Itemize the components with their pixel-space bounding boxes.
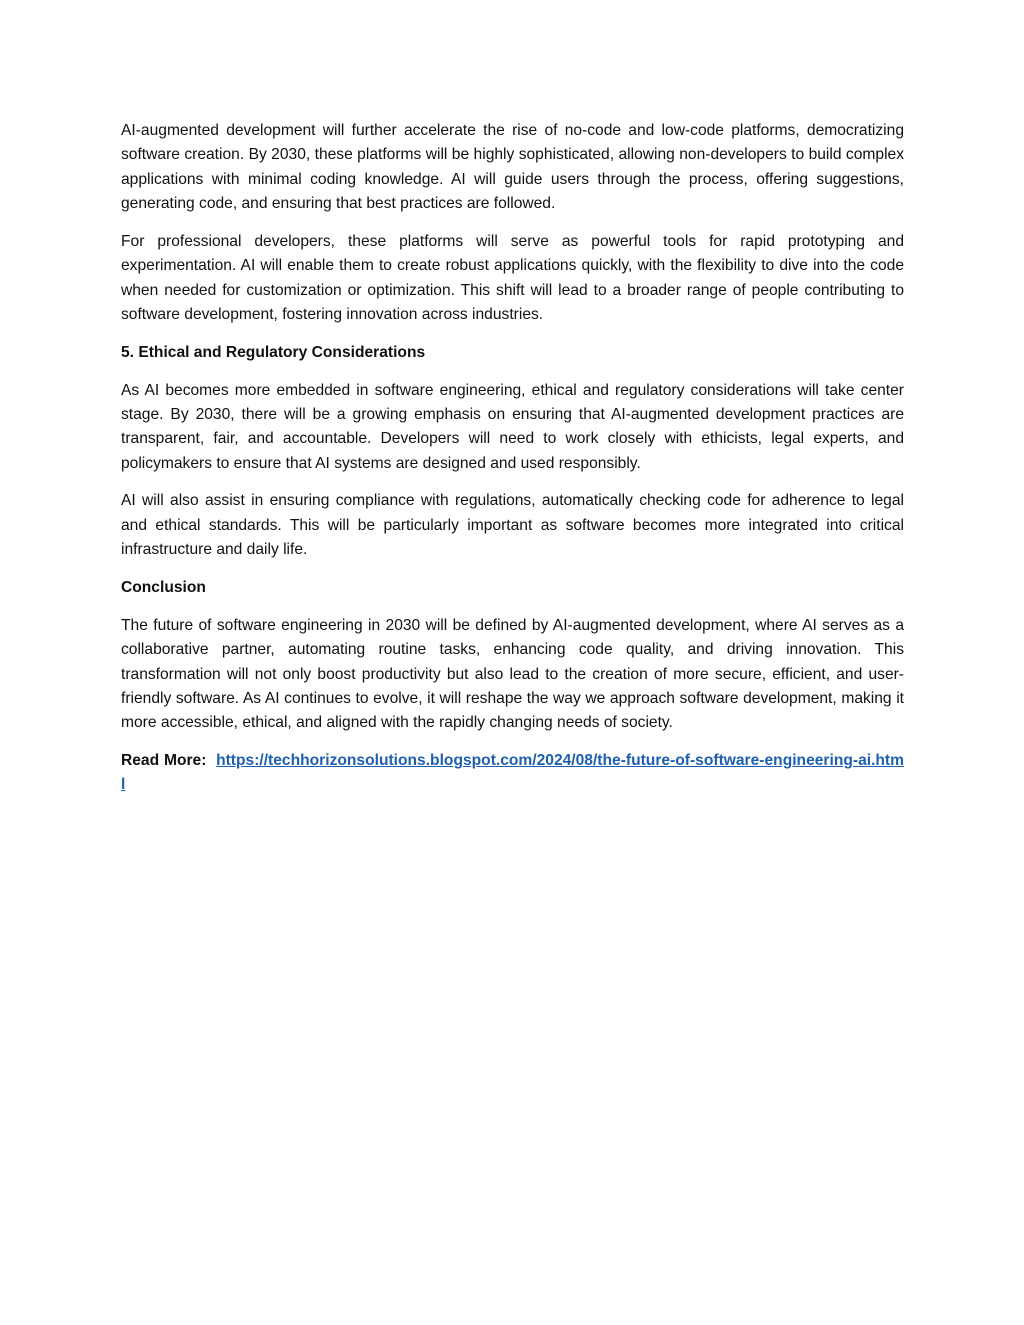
read-more-label: Read More: xyxy=(121,752,207,770)
section-heading-conclusion: Conclusion xyxy=(121,578,206,596)
paragraph-compliance: AI will also assist in ensuring compliance with regulations, automatically checking code for adherence to legal and ethical standards. This will be particularly important as software becomes more integrated into critical infrastructure and daily life. xyxy=(121,492,904,559)
paragraph-conclusion: The future of software engineering in 2030 will be defined by AI-augmented development, where AI serves as a collaborative partner, automating routine tasks, enhancing code quality, and driving innovation. This transformation will not only boost productivity but also lead to the creation of more secure, efficient, and user-friendly software. As AI continues to evolve, it will reshape the way we approach software development, making it more accessible, ethical, and aligned with the rapidly changing needs of society. xyxy=(121,616,904,732)
paragraph-ethical-considerations: As AI becomes more embedded in software engineering, ethical and regulatory considerations will take center stage. By 2030, there will be a growing emphasis on ensuring that AI-augmented development practices are transparent, fair, and accountable. Developers will need to work closely with ethicists, legal experts, and policymakers to ensure that AI systems are designed and used responsibly. xyxy=(121,381,904,472)
read-more-line xyxy=(121,749,904,798)
read-more-link[interactable]: https://techhorizonsolutions.blogspot.com/2024/08/the-future-of-software-engineering-ai.html xyxy=(121,752,904,794)
document-page xyxy=(121,119,904,798)
section-heading-ethical-regulatory: 5. Ethical and Regulatory Considerations xyxy=(121,343,426,361)
paragraph-no-code-platforms: AI-augmented development will further accelerate the rise of no-code and low-code platforms, democratizing software creation. By 2030, these platforms will be highly sophisticated, allowing non-developers to build complex applications with minimal coding knowledge. AI will guide users through the process, offering suggestions, generating code, and ensuring that best practices are followed. xyxy=(121,122,904,213)
paragraph-professional-developers: For professional developers, these platforms will serve as powerful tools for rapid prototyping and experimentation. AI will enable them to create robust applications quickly, with the flexibility to dive into the code when needed for customization or optimization. This shift will lead to a broader range of people contributing to software development, fostering innovation across industries. xyxy=(121,232,904,324)
